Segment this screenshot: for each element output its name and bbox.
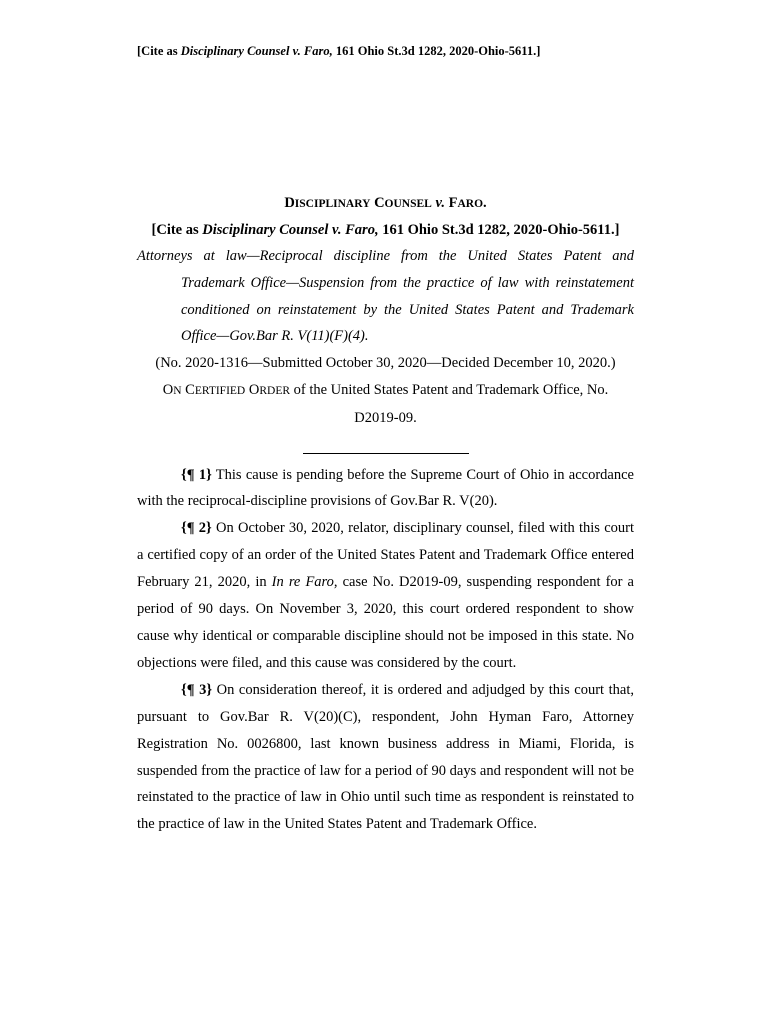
opinion-body: [137, 190, 634, 838]
paragraph-number: {¶ 1}: [181, 466, 212, 483]
syllabus: Attorneys at law—Reciprocal discipline from the United States Patent and Trademark Office—Suspension from the practice of law with reinstatement conditioned on reinstatement by the United States Patent and Trademark Office—Gov.Bar R. V(11)(F)(4).: [137, 248, 634, 345]
running-head-citation: [137, 44, 540, 59]
docket-line: (No. 2020-1316—Submitted October 30, 2020—Decided December 10, 2020.): [155, 355, 616, 372]
case-reference: In re Faro: [271, 574, 334, 591]
paragraph-3: {¶ 3} On consideration thereof, it is ordered and adjudged by this court that, pursuant to Gov.Bar R. V(20)(C), respondent, John Hyman Faro, Attorney Registration No. 0026800, last known business address in Miami, Florida, is suspended from the practice of law for a period of 90 days and respondent will not be reinstated to the practice of law in Ohio until such time as respondent is reinstated to the practice of law in the United States Patent and Trademark Office.: [137, 681, 634, 833]
case-citation: [Cite as Disciplinary Counsel v. Faro, 161 Ohio St.3d 1282, 2020-Ohio-5611.]: [151, 222, 620, 238]
section-divider: [303, 453, 469, 454]
paragraph-number: {¶ 2}: [181, 520, 212, 537]
paragraph-1: {¶ 1} This cause is pending before the Supreme Court of Ohio in accordance with the reciprocal-discipline provisions of Gov.Bar R. V(20).: [137, 466, 634, 510]
running-head-case-name: Disciplinary Counsel v. Faro,: [180, 44, 333, 58]
paragraph-2: {¶ 2} On October 30, 2020, relator, disciplinary counsel, filed with this court a certified copy of an order of the United States Patent and Trademark Office entered February 21, 2020, in In re Faro, case No. D2019-09, suspending respondent for a period of 90 days. On November 3, 2020, this court ordered respondent to show cause why identical or comparable discipline should not be imposed in this state. No objections were filed, and this cause was considered by the court.: [137, 520, 634, 671]
certified-order-number: D2019-09.: [354, 409, 417, 426]
running-head-prefix: [Cite as: [137, 44, 181, 58]
certified-order-line: ON CERTIFIED ORDER of the United States Patent and Trademark Office, No.: [162, 381, 609, 398]
case-title: DISCIPLINARY COUNSEL v. FARO.: [284, 195, 487, 211]
running-head-suffix: 161 Ohio St.3d 1282, 2020-Ohio-5611.]: [332, 44, 541, 58]
paragraph-number: {¶ 3}: [181, 681, 213, 698]
